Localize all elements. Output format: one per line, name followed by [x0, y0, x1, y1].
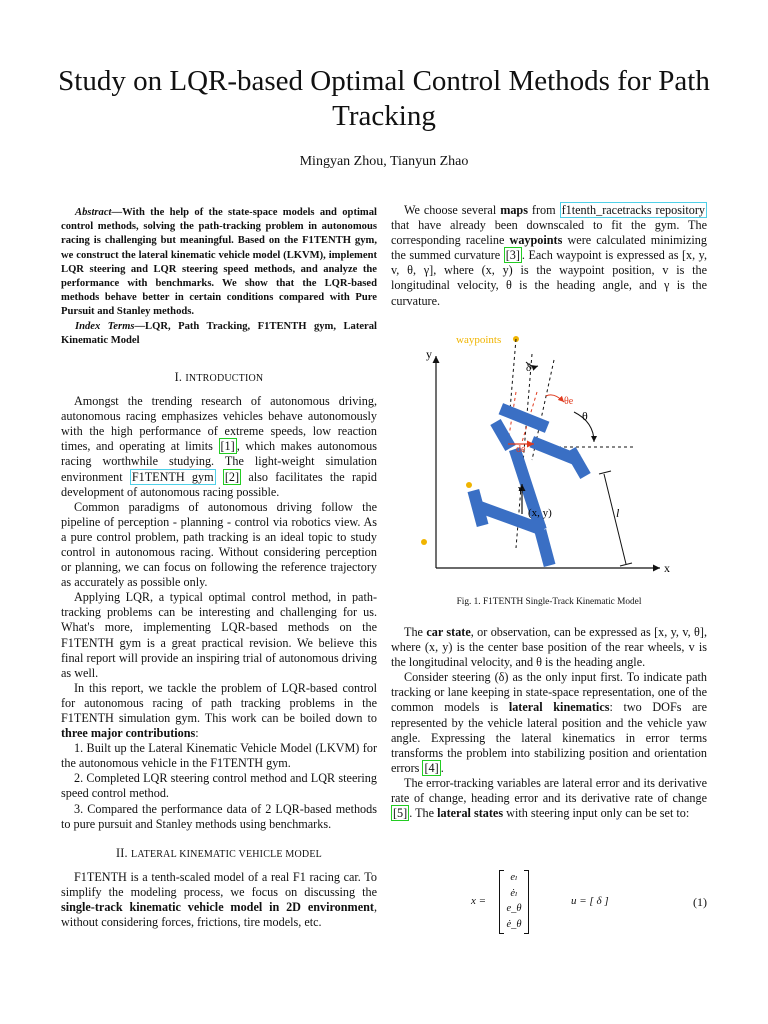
state-vector [499, 870, 529, 934]
lkvm-paragraph-1 [61, 870, 377, 930]
abstract-text: —With the help of the state-space models and optimal control methods, solving the path-tracking problem in autonomous racing is challenging but meaningful. Based on the F1TENTH gym, we construct the lateral kinematic vehicle model (LKVM), implement LQR steering and LQR steering speed methods, and analyze the performance with benchmarks. We show that the LQR-based methods behave better in certain conditions compared with Pure Pursuit and Stanley methods. [61, 207, 377, 318]
error-tracking-paragraph [391, 776, 707, 821]
intro-paragraph-1 [61, 394, 377, 500]
section-number: I. [174, 370, 186, 385]
intro-paragraph-3: Applying LQR, a typical optimal control method, in path-tracking problems can be interesting and challenging for us. What's more, implementing LQR-based methods on the F1TENTH gym is a great practical revision. We believe this final report will provide an inspiring trial of autonomous driving as well. [61, 590, 377, 680]
text-run: . Each waypoint is expressed as [x, y, v, θ, γ], where (x, y) is the waypoint position, v is the longitudinal velocity, θ is the heading angle, and γ is the curvature. [391, 248, 707, 308]
delta-label: δ [526, 362, 532, 374]
left-column [61, 206, 377, 930]
right-column-lower [391, 625, 707, 821]
text-run: Consider steering (δ) as the only input first. To indicate path tracking or lane keeping in state-space representation, one of the common models is [391, 670, 707, 715]
waypoint-dot [421, 539, 427, 545]
waypoints-label: waypoints [456, 334, 502, 346]
paper-title: Study on LQR-based Optimal Control Methods for Path Tracking [58, 65, 710, 132]
car-state-paragraph [391, 625, 707, 670]
de-label: de [516, 444, 526, 455]
theta-label: θ [582, 409, 588, 423]
equation-1 [391, 868, 707, 936]
abstract [61, 206, 377, 320]
index-terms-label: Index Terms [75, 320, 135, 332]
wheelbase-label: l [616, 506, 620, 520]
text-run: were calculated minimizing the summed curvature [391, 233, 707, 263]
steering-paragraph [391, 670, 707, 776]
theta-e-arc [546, 395, 564, 402]
text-run: that have already been downscaled to fit the gym. The corresponding raceline [391, 218, 707, 248]
racetracks-repo-link[interactable]: f1tenth_racetracks repository [561, 203, 705, 217]
text-run: , which makes autonomous racing worthwhile studying. The light-weight simulation environment [61, 439, 377, 484]
y-axis-label: y [426, 347, 432, 361]
contribution-2: 2. Completed LQR steering control method and LQR steering speed control method. [61, 771, 377, 801]
wheelbase-line [604, 474, 626, 564]
section-title: LATERAL KINEMATIC VEHICLE MODEL [131, 848, 322, 860]
vector-entry: e_θ [506, 903, 522, 914]
text-run: . [440, 760, 444, 775]
bold-run: single-track kinematic vehicle model in 2D environment [61, 899, 374, 914]
section-heading-introduction [61, 370, 377, 385]
text-run: The error-tracking variables are lateral error and its derivative rate of change, heading error and its derivative rate of change [391, 775, 707, 806]
index-terms-text: —LQR, Path Tracking, F1TENTH gym, Lateral Kinematic Model [61, 320, 377, 346]
text-run: Amongst the trending research of autonomous driving, autonomous racing emphasizes vehicles behave autonomously with the high performance of extreme speeds, low reaction times, and operating at limits [61, 394, 377, 454]
contribution-1: 1. Built up the Lateral Kinematic Vehicle Model (LKVM) for the autonomous vehicle in the F1TENTH gym. [61, 741, 377, 771]
citation-link[interactable]: [1] [220, 439, 235, 454]
bold-run: lateral states [437, 806, 504, 821]
bold-run: car state [426, 625, 471, 639]
text-run: with steering input only can be set to: [503, 806, 690, 821]
text-run: also facilitates the rapid development of autonomous racing possible. [61, 469, 377, 499]
text-run: The [404, 625, 427, 639]
vector-entry: eₗ [510, 872, 518, 883]
position-label: (x, y) [528, 507, 552, 519]
text-run: : two DOFs are represented by the vehicle lateral position and the vehicle yaw angle. Expressing the lateral kinematics in error terms transforms the problem into stabilizing position and orientation errors [391, 700, 707, 775]
waypoint-dot [466, 482, 472, 488]
bold-run: lateral kinematics [508, 700, 610, 715]
intro-paragraph-4 [61, 681, 377, 741]
text-run: . The [409, 806, 438, 821]
car-body [468, 403, 591, 567]
theta-e-label: θe [564, 396, 574, 407]
text-run: F1TENTH is a tenth-scaled model of a real F1 racing car. To simplify the modeling process, we focus on discussing the [61, 869, 377, 899]
citation-link[interactable]: [2] [224, 469, 240, 484]
text-run: , without considering forces, frictions, tire models, etc. [61, 899, 377, 930]
x-axis-label: x [664, 561, 670, 575]
equation-number: (1) [693, 895, 707, 909]
figure-caption: Fig. 1. F1TENTH Single-Track Kinematic Model [456, 597, 642, 607]
f1tenth-gym-link[interactable]: F1TENTH gym [131, 469, 214, 484]
section-number: II. [116, 845, 132, 860]
input-vector: u = [ δ ] [571, 895, 609, 907]
citation-link[interactable]: [3] [505, 248, 520, 263]
velocity-label: v [518, 484, 523, 495]
wheelbase-tick [599, 471, 611, 474]
text-run: We choose several [404, 203, 501, 217]
equation-lhs: x = [471, 895, 487, 907]
right-column [391, 203, 707, 309]
bold-run: maps [500, 203, 528, 217]
section-title: INTRODUCTION [185, 373, 264, 385]
text-run: from [527, 203, 560, 217]
kinematic-model-figure [404, 332, 704, 582]
contribution-3: 3. Compared the performance data of 2 LQR-based methods to pure pursuit and Stanley methods using benchmarks. [61, 801, 377, 831]
text-run: , or observation, can be expressed as [x, y, v, θ], where (x, y) is the center base position of the rear wheels, v is the longitudinal velocity, and θ is the heading angle. [391, 625, 708, 670]
maps-paragraph [391, 203, 707, 309]
index-terms [61, 320, 377, 348]
text-run: In this report, we tackle the problem of LQR-based control for autonomous racing of path tracking problems in the F1TENTH simulation gym. This work can be boiled down to [61, 680, 377, 725]
section-heading-lkvm [61, 846, 377, 861]
paper-authors: Mingyan Zhou, Tianyun Zhao [299, 154, 469, 169]
bold-run: waypoints [509, 233, 563, 248]
citation-link[interactable]: [4] [424, 760, 439, 775]
bold-run: three major contributions [61, 726, 196, 741]
text-run: : [195, 726, 199, 741]
intro-paragraph-2: Common paradigms of autonomous driving follow the pipeline of perception - planning - control via robotics view. As a pure control problem, path tracking is an ideal topic to study control in autonomous racing. Without considering perception or planning, we can focus on following the reference trajectory as accurately as possible only. [61, 499, 377, 590]
vector-entry: ėₗ [510, 887, 518, 899]
citation-link[interactable]: [5] [393, 806, 408, 821]
vector-entry: ė_θ [506, 918, 522, 930]
abstract-label: Abstract [75, 207, 112, 218]
